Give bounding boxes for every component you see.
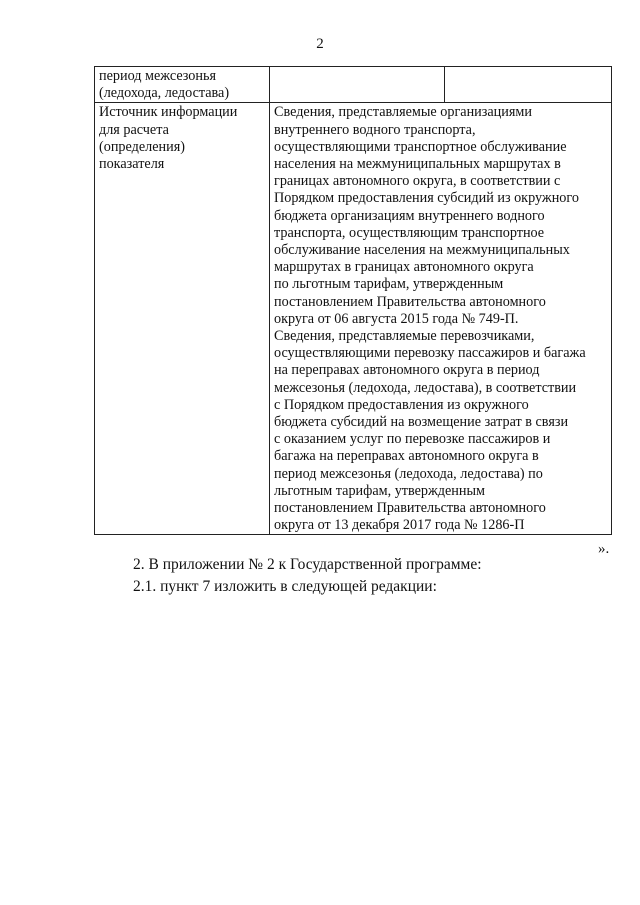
text-line: Сведения, представляемые организациями — [274, 104, 532, 121]
row1-label — [99, 68, 265, 102]
text-line: (ледохода, ледостава) — [99, 85, 230, 102]
text-line: осуществляющими перевозку пассажиров и багажа — [274, 345, 586, 362]
text-line: период межсезонья — [99, 68, 216, 84]
text-line: внутреннего водного транспорта, — [274, 121, 476, 138]
text-line: багажа на переправах автономного округа в — [274, 448, 539, 465]
text-line: округа от 13 декабря 2017 года № 1286-П — [274, 517, 525, 534]
text-line: транспорта, осуществляющим транспортное — [274, 224, 545, 241]
row1-cell-3 — [445, 67, 612, 103]
paragraph-2-1: 2.1. пункт 7 изложить в следующей редакции: — [133, 578, 437, 595]
text-line: обслуживание населения на межмуниципальных — [274, 242, 570, 259]
text-line: межсезонья (ледохода, ледостава), в соответствии — [274, 379, 577, 396]
table-row — [95, 103, 612, 535]
text-line: бюджета субсидий на возмещение затрат в связи — [274, 414, 569, 431]
text-line: постановлением Правительства автономного — [274, 500, 546, 517]
text-line: постановлением Правительства автономного — [274, 293, 546, 310]
row1-cell-2 — [270, 67, 445, 103]
row2-label — [99, 104, 265, 173]
text-line: осуществляющими транспортное обслуживание — [274, 138, 567, 155]
text-line: показателя — [99, 156, 165, 173]
table-row — [95, 67, 612, 103]
text-line: период межсезонья (ледохода, ледостава) по — [274, 465, 543, 482]
text-line: на переправах автономного округа в период — [274, 362, 540, 379]
text-line: Сведения, представляемые перевозчиками, — [274, 328, 535, 345]
row2-text-cell — [270, 103, 612, 535]
text-line: льготным тарифам, утвержденным — [274, 482, 486, 499]
text-line: Порядком предоставления субсидий из окружного — [274, 190, 579, 207]
text-line: для расчета — [99, 121, 169, 138]
row2-label-cell — [95, 103, 270, 535]
text-line: с оказанием услуг по перевозке пассажиров и — [274, 431, 551, 448]
text-line: округа от 06 августа 2015 года № 749-П. — [274, 310, 519, 327]
paragraph-2: 2. В приложении № 2 к Государственной программе: — [133, 556, 482, 573]
text-line: границах автономного округа, в соответствии с — [274, 173, 561, 190]
row1-label-cell — [95, 67, 270, 103]
text-line: Источник информации — [99, 104, 238, 121]
text-line: по льготным тарифам, утвержденным — [274, 276, 504, 293]
text-line: бюджета организациям внутреннего водного — [274, 207, 545, 224]
indicator-table — [94, 66, 612, 535]
page-number: 2 — [316, 36, 324, 52]
text-line: (определения) — [99, 138, 185, 155]
text-line: с Порядком предоставления из окружного — [274, 396, 529, 413]
row2-text — [274, 104, 607, 534]
text-line: маршрутах в границах автономного округа — [274, 259, 534, 276]
closing-quote: ». — [598, 541, 610, 557]
text-line: населения на межмуниципальных маршрутах в — [274, 156, 561, 173]
